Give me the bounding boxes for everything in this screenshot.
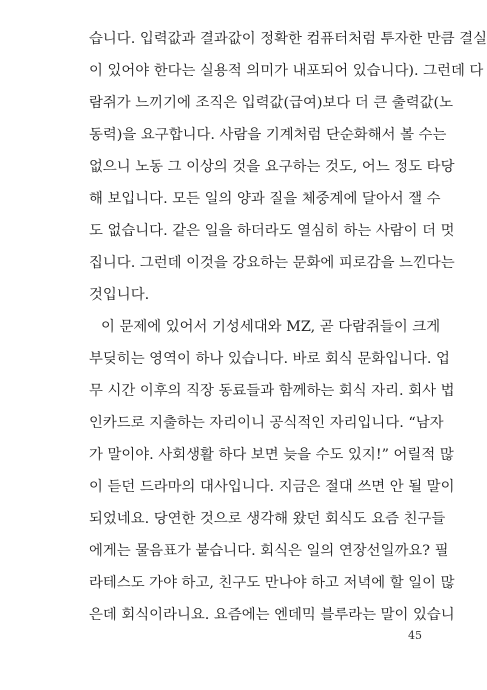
text-line: 가 말이야. 사회생활 하다 보면 늦을 수도 있지!” 어릴적 많 <box>89 447 454 463</box>
text-line: 집니다. 그런데 이것을 강요하는 문화에 피로감을 느낀다는 <box>89 255 455 271</box>
text-line: 이 있어야 한다는 실용적 의미가 내포되어 있습니다). 그런데 다 <box>89 63 484 79</box>
text-line: 되었네요. 당연한 것으로 생각해 왔던 회식도 요즘 친구들 <box>89 511 446 527</box>
text-line: 람쥐가 느끼기에 조직은 입력값(급여)보다 더 큰 출력값(노 <box>89 95 454 111</box>
text-line: 무 시간 이후의 직장 동료들과 함께하는 회식 자리. 회사 법 <box>89 383 455 399</box>
text-line: 해 보입니다. 모든 일의 양과 질을 체중계에 달아서 잴 수 <box>89 191 441 207</box>
text-line: 인카드로 지출하는 자리이니 공식적인 자리입니다. “남자 <box>89 415 444 431</box>
text-line: 이 듣던 드라마의 대사입니다. 지금은 절대 쓰면 안 될 말이 <box>89 479 455 495</box>
text-line: 없으니 노동 그 이상의 것을 요구하는 것도, 어느 정도 타당 <box>89 159 455 175</box>
text-line: 습니다. 입력값과 결과값이 정확한 컴퓨터처럼 투자한 만큼 결실 <box>89 31 487 47</box>
text-line: 도 없습니다. 같은 일을 하더라도 열심히 하는 사람이 더 멋 <box>89 223 455 239</box>
text-line: 동력)을 요구합니다. 사람을 기계처럼 단순화해서 볼 수는 <box>89 127 447 143</box>
page-number: 45 <box>408 629 422 642</box>
text-line: 은데 회식이라니요. 요즘에는 엔데믹 블루라는 말이 있습니 <box>89 607 455 623</box>
text-line: 부딪히는 영역이 하나 있습니다. 바로 회식 문화입니다. 업 <box>89 351 450 367</box>
text-line: 것입니다. <box>89 287 150 303</box>
paragraph-start-line: 이 문제에 있어서 기성세대와 MZ, 곧 다람쥐들이 크게 <box>101 319 441 335</box>
text-line: 라테스도 가야 하고, 친구도 만나야 하고 저녁에 할 일이 많 <box>89 575 455 591</box>
text-line: 에게는 물음표가 붙습니다. 회식은 일의 연장선일까요? 필 <box>89 543 449 559</box>
